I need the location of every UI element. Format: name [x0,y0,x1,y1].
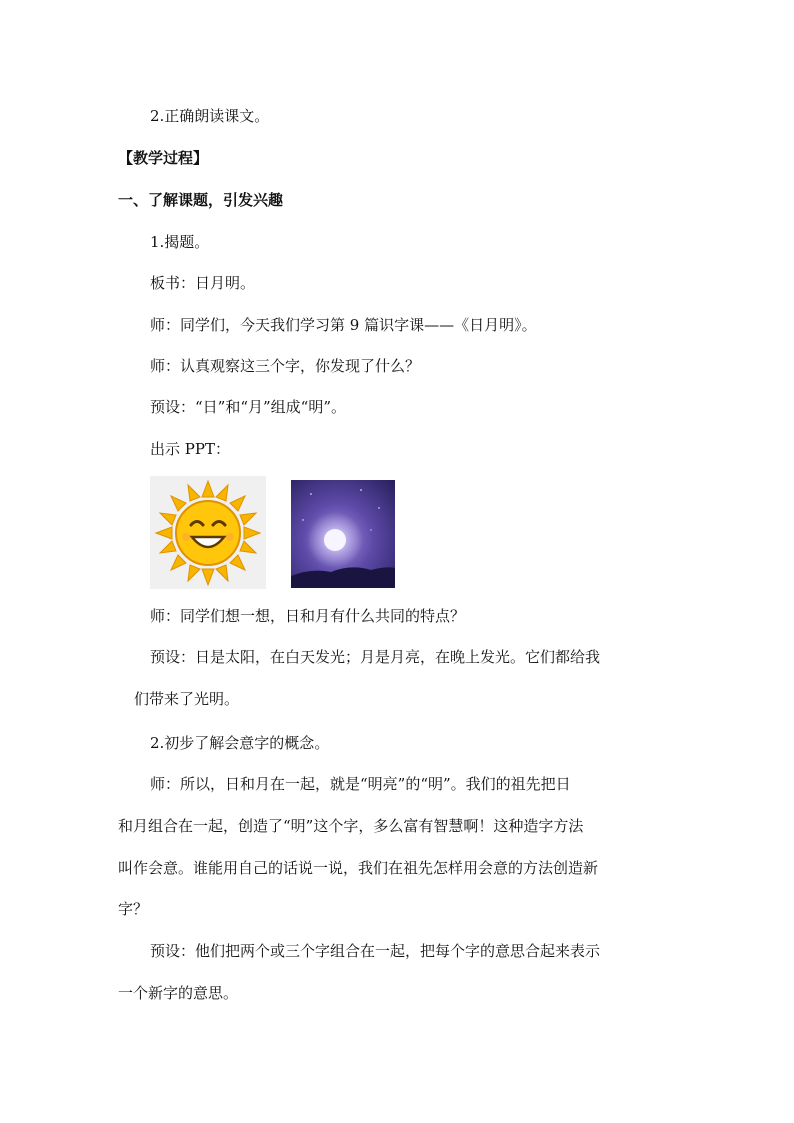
expected-answer-1: 预设：“日”和“月”组成“明”。 [150,398,347,416]
teacher-line-4-cont-3: 字？ [118,900,149,918]
subsection-heading-1: 一、了解课题，引发兴趣 [118,191,284,209]
ppt-label: 出示 PPT： [150,440,230,458]
expected-answer-2: 预设：日是太阳，在白天发光；月是月亮，在晚上发光。它们都给我 [150,648,601,666]
expected-answer-2-cont: 们带来了光明。 [134,690,240,708]
teacher-line-4-cont-1: 和月组合在一起，创造了“明”这个字，多么富有智慧啊！这种造字方法 [118,817,584,835]
teacher-line-3: 师：同学们想一想，日和月有什么共同的特点？ [150,607,466,625]
expected-answer-3-cont: 一个新字的意思。 [118,984,239,1002]
expected-answer-3: 预设：他们把两个或三个字组合在一起，把每个字的意思合起来表示 [150,942,601,960]
smiling-sun-image [150,476,266,589]
step-1-title: 1.揭题。 [150,233,210,251]
section-heading-teaching-process: 【教学过程】 [118,149,209,167]
moon-night-image [291,480,395,588]
teacher-line-2: 师：认真观察这三个字，你发现了什么？ [150,357,421,375]
teacher-line-1: 师：同学们，今天我们学习第 9 篇识字课——《日月明》。 [150,316,537,334]
step-2-title: 2.初步了解会意字的概念。 [150,734,330,752]
teacher-line-4-cont-2: 叫作会意。谁能用自己的话说一说，我们在祖先怎样用会意的方法创造新 [118,859,599,877]
teacher-line-4: 师：所以，日和月在一起，就是“明亮”的“明”。我们的祖先把日 [150,775,571,793]
objective-2: 2.正确朗读课文。 [150,107,270,125]
blackboard-text: 板书：日月明。 [150,274,256,292]
